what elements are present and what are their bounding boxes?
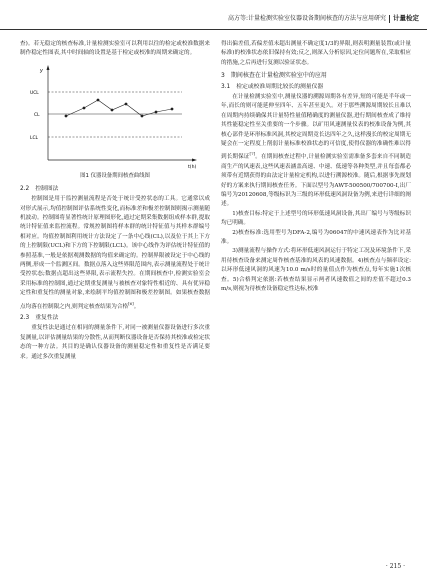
page-number: · 215 · xyxy=(385,563,405,570)
section-heading-3-1: 3.1 检定或校准周期比较长的测量仪器 xyxy=(221,83,324,90)
left-column xyxy=(20,40,210,362)
running-title: 高方等:计量检测实验室仪器设备期间核查的方法与应用研究 xyxy=(227,15,386,22)
citation: [7] xyxy=(249,151,256,157)
right-column xyxy=(221,40,411,294)
paragraph: 控制图是用于监控测量流程是否处于统计受控状态的工具。它通常以成对形式展示,均值控制图评估系统性变化,而标准差和极差控制图则揭示测量随机波动。控制图将显著性统计原理图形化,通过定期采集数据组成样本群,提取统计特征值来监控流程。常规控制图将样本群的统计特征值与其样本群编号相对应。均值控制图利用统计方法设定了一条中心线(CL),以及位于其上下方的上控制限(UCL)和下方的下控制限(LCL)。该中心线作为评估统计特征值的参照基准,一般是依据观测数据的均值来确定的。控制界限被设定于中心线的两侧,形成一个监测区间。数据点落入这些界限范围内,表示测量流程处于统计受控状态;数据点超出这些界限,表示流程失控。在期间核查中,检测实验室会采用标准的控制图,通过定期重复测量与被核查对象特性相近的、具有优异稳定性和重复性的测量对象,来绘制平均值控制图和极差控制图。如果核查数据点均落在控制限之内,则判定核查结果为合格[6]。 xyxy=(20,196,210,310)
list-item: 3)测量流程与操作方式:将环形低速风洞运行于特定工况及环境条件下,采用待核查设备来测定周作核查基准的风表的风速数据。4)核查点与频率设定:以环形低速风洞的风速为10.0 m/s时的量值点作为核查点,每年实施1次核查。5)合格判定依据:若核查结果显示两者风速数值之间的差值不超过0.3 m/s,则视为待核查设备稳定性达标,校准 xyxy=(221,248,411,293)
data-point xyxy=(141,114,144,117)
x-axis-label: t(h) xyxy=(188,164,197,170)
data-point xyxy=(83,106,86,109)
section-heading-2-2: 2.2 控制图法 xyxy=(20,185,59,192)
section-heading-2-3: 2.3 重复性法 xyxy=(20,314,59,321)
section-heading-3: 3 期间核查在计量检测实验室中的应用 xyxy=(221,72,327,80)
ucl-label: UCL xyxy=(30,90,39,96)
data-point xyxy=(97,98,100,101)
data-line xyxy=(66,100,172,116)
list-item: 2)核查标准:选用型号为DFA-2,编号为06047的中速风速表作为比对基准。 xyxy=(221,229,411,245)
data-point xyxy=(155,110,158,113)
lcl-label: LCL xyxy=(30,135,38,141)
data-point xyxy=(171,107,174,110)
x-axis-arrow xyxy=(192,158,197,161)
y-axis-label: y xyxy=(40,67,43,74)
data-point xyxy=(111,108,114,111)
journal-name: 计量检定 xyxy=(393,14,419,22)
header-separator xyxy=(389,15,390,23)
paragraph: 在计量检测实验室中,测量仪器的溯源周期各有差异,短的可能是半年或一年,而长的则可能延伸至四年、五年甚至更久。对于那些溯源周期较长且难以在周期内持续确保其计量特性量值精确度的测量仪器,进行期间核查成了维持其性能稳定性至关重要的一个步骤。以矿用风速测量仪表的校准设备为例,其核心部件是环形标准风洞,其校定周期竟长达四年之久,这样漫长的校定周期无疑会在一定程度上削弱计量标准校准状态的可信度,使得仪器的准确性难以得到长期保证[7]。在期间核查过程中,计量检测实验室需准备多套来自不同制造商生产的风速表,这些风速表涵盖高速、中速、低速等各种类型,并且每套都必须带有近期获得的由法定计量检定机构,以进行溯源校准。随后,根据事先规划好的方案来执行期间核查任务。下面以型号为AWT-500500/700700-Ⅰ,出厂编号为20120608,等级标识为三级的环形低速风洞设备为例,来进行详细的阐述。 xyxy=(221,94,411,208)
control-chart xyxy=(26,62,206,170)
paragraph: 得出偏差值,若偏差值未超出测量不确定度1/3的界限,则表明测量装置(或计量标准)的校准状态依旧保持有效;反之,则深入分析原因,定位问题所在,采取相应的措施,之后再进行复测以验证状态。 xyxy=(221,41,411,66)
paragraph: 重复性法是通过在相同的测量条件下,对同一被测量仪器设备进行多次重复测量,以评估测量结果的分散性,从而判断仪器设备是否保持其校准或检定状态的一种方法。其目的是确认仪器设备的测量稳定性和重复性是否满足要求。通过多次重复测量 xyxy=(20,325,210,360)
running-header xyxy=(0,6,427,30)
paragraph: 查)。若无稳定的核查标准,计量检测实验室可以利用以往的检定或校准数据来制作稳定性图表,其中时间轴的设置是基于检定或校准的周期来确定的。 xyxy=(20,41,210,57)
cl-label: CL xyxy=(34,112,40,118)
data-point xyxy=(65,114,68,117)
figure-caption: 图1 仪器设备期间核查曲线图 xyxy=(80,172,150,179)
list-item: 1)核查目标:特定于上述型号的环形低速风洞设备,其出厂编号与等级标识均已明确。 xyxy=(221,210,411,227)
citation: [6] xyxy=(128,300,134,306)
control-chart-figure xyxy=(20,62,210,172)
data-point xyxy=(125,102,128,105)
y-axis-arrow xyxy=(47,65,50,70)
